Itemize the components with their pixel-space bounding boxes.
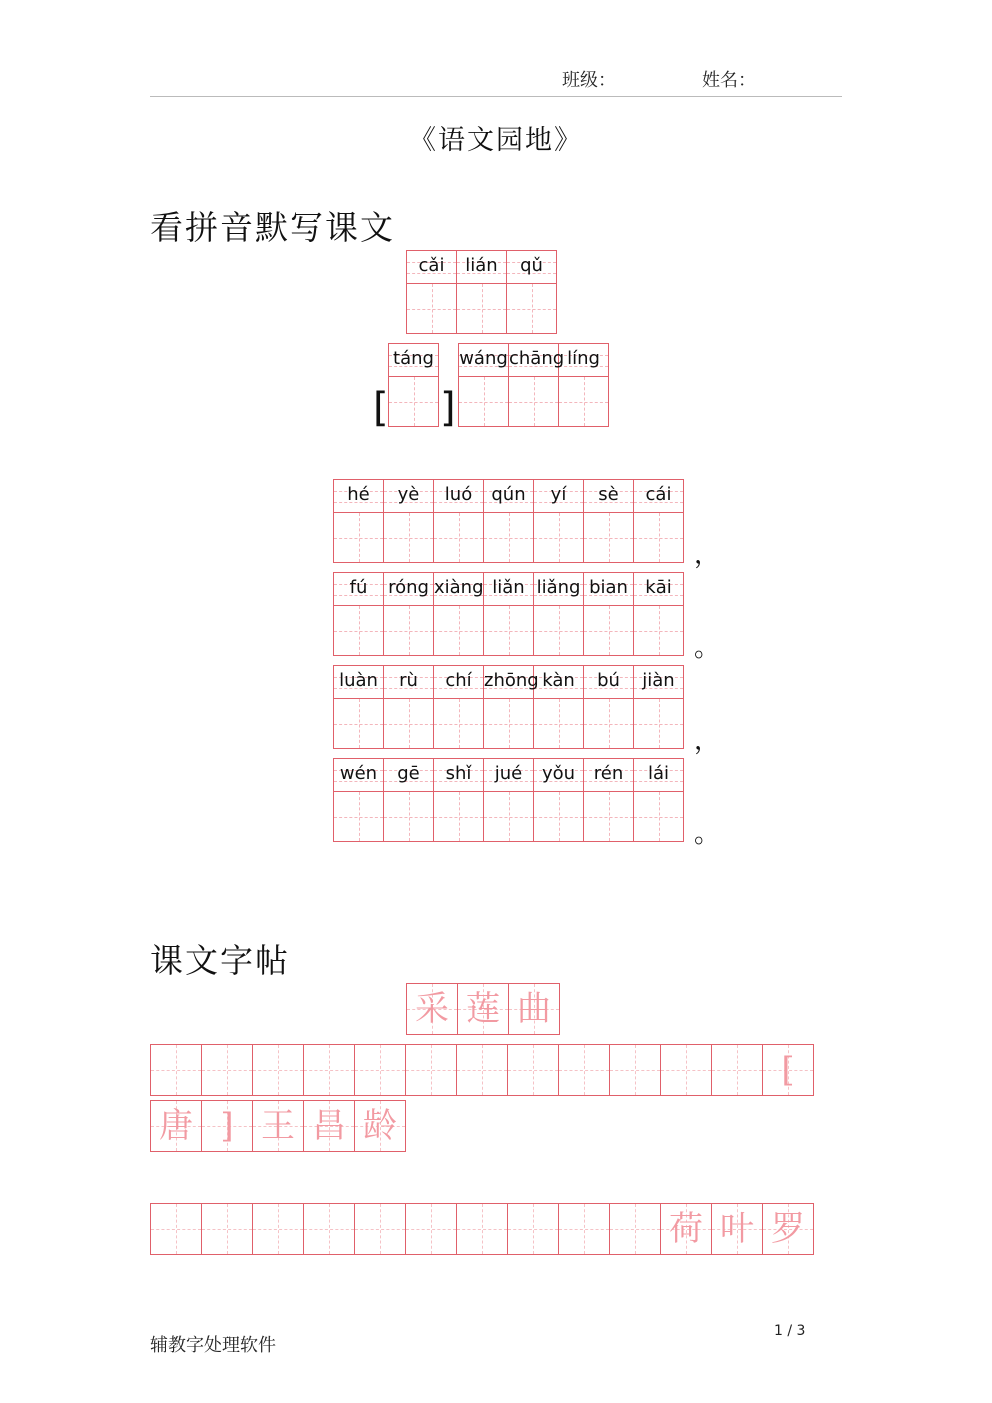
copybook-cell: 龄 [354, 1100, 406, 1152]
copybook-cell [405, 1203, 457, 1255]
document-title: 《语文园地》 [409, 125, 583, 156]
punctuation-period: 。 [694, 633, 721, 663]
name-label: 姓名： [702, 70, 756, 91]
left-bracket: [ [373, 385, 389, 431]
copybook-cell [150, 1044, 202, 1096]
copybook-cell: 曲 [508, 983, 560, 1035]
copybook-row-3 [150, 1203, 813, 1255]
copybook-cell: 荷 [660, 1203, 712, 1255]
class-label: 班级： [562, 70, 616, 91]
poem-line-1 [333, 479, 683, 563]
pinyin-box: sè [583, 479, 634, 563]
copybook-cell [303, 1203, 355, 1255]
author-pinyin-row [458, 343, 608, 427]
copybook-row-2 [150, 1100, 405, 1152]
pinyin-box: yí [533, 479, 584, 563]
pinyin-box: jiàn [633, 665, 684, 749]
copybook-cell [456, 1203, 508, 1255]
pinyin-box: wáng [458, 343, 509, 427]
pinyin-box: fú [333, 572, 384, 656]
footer-software-name: 辅教字处理软件 [150, 1335, 276, 1356]
pinyin-box: shǐ [433, 758, 484, 842]
copybook-cell: ] [201, 1100, 253, 1152]
pinyin-box: gē [383, 758, 434, 842]
header-divider [150, 96, 842, 97]
copybook-cell: 罗 [762, 1203, 814, 1255]
page-number: 1 / 3 [774, 1323, 806, 1339]
pinyin-box: jué [483, 758, 534, 842]
copybook-cell [252, 1044, 304, 1096]
copybook-cell [252, 1203, 304, 1255]
pinyin-box: cái [633, 479, 684, 563]
copybook-cell [354, 1203, 406, 1255]
poem-title-pinyin-row [406, 250, 556, 334]
pinyin-box: kàn [533, 665, 584, 749]
pinyin-box: táng [388, 343, 439, 427]
pinyin-box: lái [633, 758, 684, 842]
pinyin-box: cǎi [406, 250, 457, 334]
pinyin-box: qún [483, 479, 534, 563]
pinyin-box: yè [383, 479, 434, 563]
pinyin-box: rén [583, 758, 634, 842]
pinyin-box: bú [583, 665, 634, 749]
copybook-cell [660, 1044, 712, 1096]
copybook-cell [609, 1044, 661, 1096]
punctuation-comma: ， [694, 726, 721, 756]
copybook-title-row [406, 983, 559, 1035]
copybook-cell [456, 1044, 508, 1096]
pinyin-box: rù [383, 665, 434, 749]
copybook-cell: 昌 [303, 1100, 355, 1152]
copybook-cell: 唐 [150, 1100, 202, 1152]
copybook-cell [507, 1044, 559, 1096]
pinyin-box: róng [383, 572, 434, 656]
copybook-row-1 [150, 1044, 813, 1096]
section-title-copybook: 课文字帖 [150, 941, 290, 980]
poem-line-4 [333, 758, 683, 842]
pinyin-box: bian [583, 572, 634, 656]
poem-line-3 [333, 665, 683, 749]
punctuation-period: 。 [694, 819, 721, 849]
dynasty-pinyin-row [388, 343, 438, 427]
pinyin-box: yǒu [533, 758, 584, 842]
right-bracket: ] [440, 385, 456, 431]
pinyin-box: liǎn [483, 572, 534, 656]
copybook-cell [507, 1203, 559, 1255]
section-title-pinyin-dictation: 看拼音默写课文 [150, 208, 395, 247]
copybook-cell [558, 1203, 610, 1255]
pinyin-box: kāi [633, 572, 684, 656]
copybook-cell [558, 1044, 610, 1096]
pinyin-box: luó [433, 479, 484, 563]
pinyin-box: zhōng [483, 665, 534, 749]
copybook-cell [201, 1044, 253, 1096]
copybook-cell [150, 1203, 202, 1255]
copybook-cell: [ [762, 1044, 814, 1096]
pinyin-box: hé [333, 479, 384, 563]
pinyin-box: chāng [508, 343, 559, 427]
copybook-cell: 莲 [457, 983, 509, 1035]
pinyin-box: wén [333, 758, 384, 842]
pinyin-box: qǔ [506, 250, 557, 334]
copybook-cell: 采 [406, 983, 458, 1035]
copybook-cell [711, 1044, 763, 1096]
pinyin-box: líng [558, 343, 609, 427]
pinyin-box: liǎng [533, 572, 584, 656]
pinyin-box: lián [456, 250, 507, 334]
copybook-cell [303, 1044, 355, 1096]
copybook-cell: 叶 [711, 1203, 763, 1255]
copybook-cell [405, 1044, 457, 1096]
copybook-cell: 王 [252, 1100, 304, 1152]
copybook-cell [354, 1044, 406, 1096]
punctuation-comma: ， [694, 540, 721, 570]
pinyin-box: luàn [333, 665, 384, 749]
poem-line-2 [333, 572, 683, 656]
pinyin-box: chí [433, 665, 484, 749]
copybook-cell [201, 1203, 253, 1255]
copybook-cell [609, 1203, 661, 1255]
pinyin-box: xiàng [433, 572, 484, 656]
